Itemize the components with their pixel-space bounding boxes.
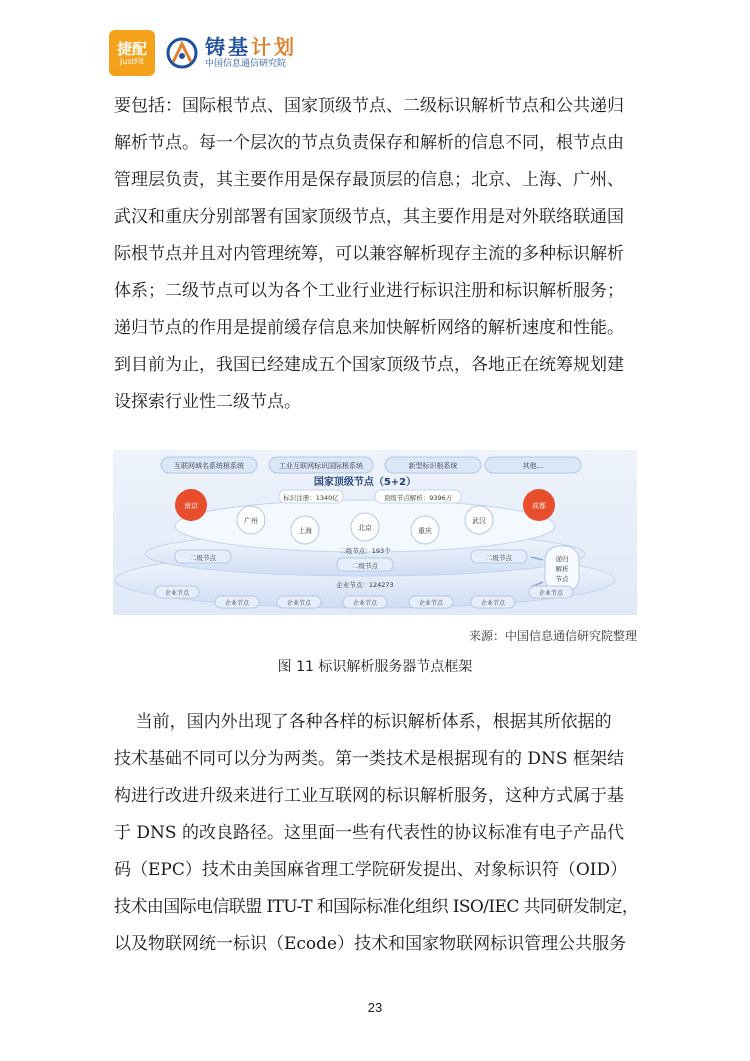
brand-title: 铸基计划	[205, 35, 297, 59]
secondary-pill-label: 二级节点	[190, 554, 216, 562]
text-line: 以及物联网统一标识（Ecode）技术和国家物联网标识管理公共服务	[114, 934, 627, 954]
secondary-pill-label: 二级节点	[352, 562, 378, 570]
text-line: 于 DNS 的改良路径。这里面一些有代表性的协议标准有电子产品代	[114, 823, 624, 843]
text-line: 设探索行业性二级节点。	[114, 392, 301, 412]
justfit-logo-en: JustFit	[119, 56, 145, 66]
caict-logo-icon	[165, 36, 199, 70]
city-label: 广州	[244, 517, 258, 525]
stat-registration: 标识注册：1340亿	[283, 494, 339, 502]
text-line: 递归节点的作用是提前缓存信息来加快解析网络的解析速度和性能。	[114, 318, 624, 338]
text-line: 解析节点。每一个层次的节点负责保存和解析的信息不同，根节点由	[114, 133, 624, 153]
enterprise-pill-label: 企业节点	[352, 600, 378, 607]
city-label: 武汉	[472, 517, 486, 525]
recursive-label: 节点	[555, 575, 569, 583]
city-label: 北京	[358, 524, 372, 532]
top-system-label: 互联网域名系统根系统	[174, 462, 244, 470]
justfit-logo-cn: 捷配	[116, 39, 147, 58]
figure-source: 来源：中国信息通信研究院整理	[468, 629, 637, 643]
top-system-label: 新型标识根系统	[408, 462, 458, 470]
city-label: 上海	[298, 527, 312, 535]
enterprise-pill-label: 企业节点	[418, 600, 444, 607]
page-number: 23	[367, 1000, 383, 1015]
text-line: 技术基础不同可以分为两类。第一类技术是根据现有的 DNS 框架结	[114, 749, 624, 769]
paragraph-1	[114, 88, 654, 421]
text-line: 体系；二级节点可以为各个工业行业进行标识注册和标识解析服务；	[114, 281, 624, 301]
recursive-label: 解析	[555, 565, 569, 573]
header	[109, 30, 297, 76]
figure-caption: 图 11 标识解析服务器节点框架	[277, 659, 473, 675]
top-system-label: 工业互联网标识国际根系统	[279, 462, 363, 470]
side-node-label: 南京	[184, 502, 198, 510]
text-line: 当前，国内外出现了各种各样的标识解析体系，根据其所依据的	[114, 712, 612, 732]
text-line: 要包括：国际根节点、国家顶级节点、二级标识解析节点和公共递归	[114, 96, 624, 116]
enterprise-pill-label: 企业节点	[480, 600, 506, 607]
top-system-label: 其他...	[522, 462, 544, 470]
enterprise-count: 企业节点：124273	[336, 581, 394, 589]
diagram-title: 国家顶级节点（5+2）	[313, 477, 417, 488]
recursive-label: 递归	[555, 555, 569, 563]
paragraph-2	[114, 704, 654, 963]
node-framework-diagram	[113, 450, 637, 615]
side-node-label: 成都	[532, 502, 546, 510]
text-line: 管理层负责，其主要作用是保存最顶层的信息；北京、上海、广州、	[114, 170, 624, 190]
text-line: 构进行改进升级来进行工业互联网的标识解析服务，这种方式属于基	[114, 786, 624, 806]
text-line: 码（EPC）技术由美国麻省理工学院研发提出、对象标识符（OID）	[114, 860, 628, 880]
enterprise-pill-label: 企业节点	[224, 600, 250, 607]
text-line: 际根节点并且对内管理统筹，可以兼容解析现存主流的多种标识解析	[114, 244, 624, 264]
stat-parsing: 顶级节点解析：9396万	[383, 494, 453, 502]
text-line: 到目前为止，我国已经建成五个国家顶级节点，各地正在统筹规划建	[114, 355, 624, 375]
city-label: 重庆	[418, 527, 432, 535]
secondary-pill-label: 二级节点	[486, 554, 512, 562]
text-line: 武汉和重庆分别部署有国家顶级节点，其主要作用是对外联络联通国	[114, 207, 624, 227]
secondary-count: 二级节点：193个	[339, 547, 391, 555]
enterprise-pill-label: 企业节点	[538, 590, 564, 597]
justfit-logo	[109, 30, 155, 76]
enterprise-pill-label: 企业节点	[286, 600, 312, 607]
enterprise-pill-label: 企业节点	[164, 590, 190, 597]
brand-subtitle: 中国信息通信研究院	[205, 59, 287, 69]
text-line: 技术由国际电信联盟 ITU-T 和国际标准化组织 ISO/IEC 共同研发制定，	[114, 897, 639, 917]
